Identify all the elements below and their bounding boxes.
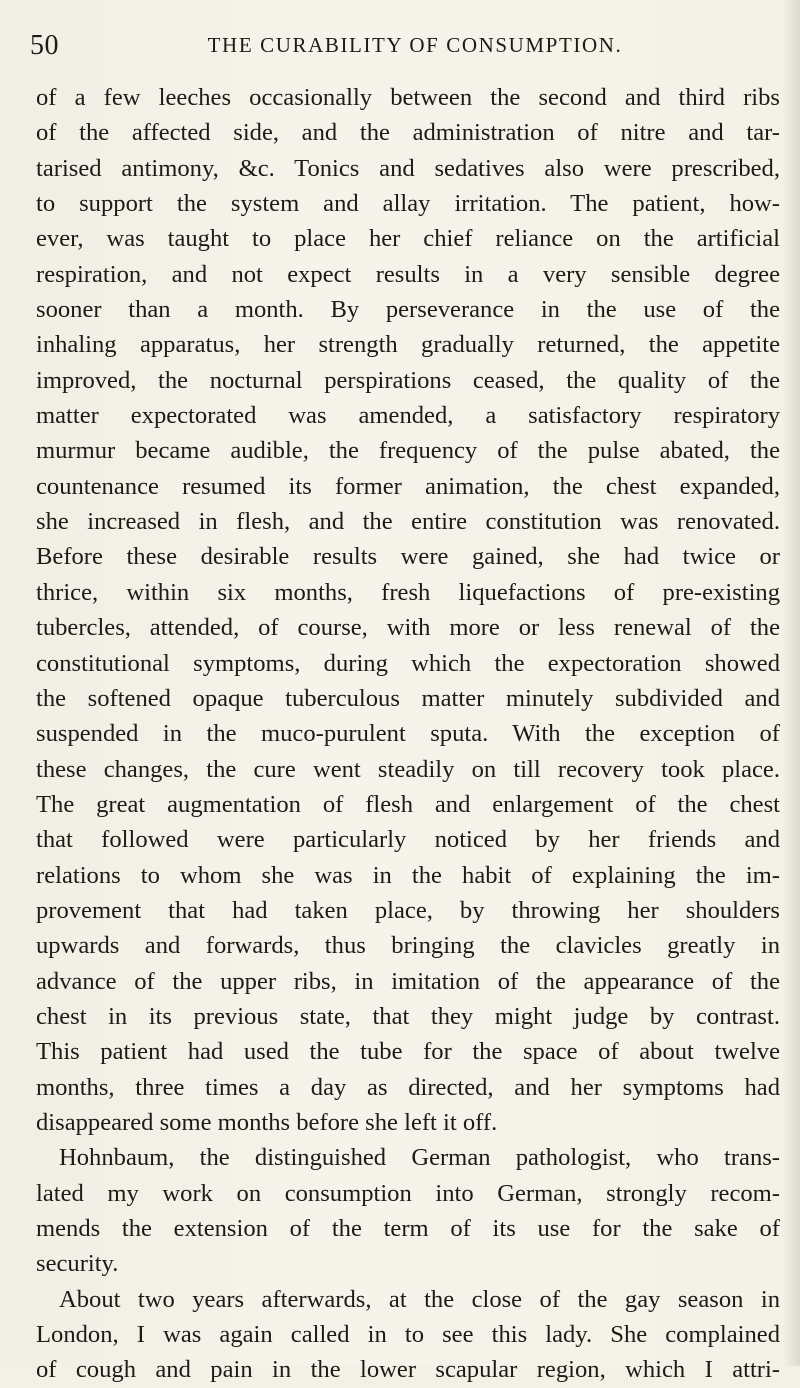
text-line: Before these desirable results were gained, she had twice or bbox=[36, 543, 780, 571]
text-line: upwards and forwards, thus bringing the clavicles greatly in bbox=[36, 932, 780, 960]
text-line: of the affected side, and the administration of nitre and tar- bbox=[36, 119, 780, 147]
text-line: countenance resumed its former animation, the chest expanded, bbox=[36, 472, 780, 500]
page-edge-shadow bbox=[782, 0, 800, 1366]
text-line: This patient had used the tube for the space of about twelve bbox=[36, 1038, 780, 1066]
running-title: THE CURABILITY OF CONSUMPTION. bbox=[207, 33, 623, 57]
text-line: advance of the upper ribs, in imitation of the appearance of the bbox=[36, 967, 780, 995]
text-line: About two years afterwards, at the close of the gay season in bbox=[59, 1285, 780, 1313]
text-line: provement that had taken place, by throwing her shoulders bbox=[36, 896, 780, 924]
text-line: relations to whom she was in the habit of explaining the im- bbox=[36, 861, 780, 889]
body-text bbox=[36, 80, 780, 1388]
text-line: sooner than a month. By perseverance in the use of the bbox=[36, 296, 780, 324]
text-line: matter expectorated was amended, a satisfactory respiratory bbox=[36, 402, 780, 430]
text-line: improved, the nocturnal perspirations ceased, the quality of the bbox=[36, 366, 780, 394]
text-line: these changes, the cure went steadily on till recovery took place. bbox=[36, 755, 780, 783]
text-line: of a few leeches occasionally between the second and third ribs bbox=[36, 84, 780, 111]
text-line: Hohnbaum, the distinguished German pathologist, who trans- bbox=[59, 1144, 780, 1172]
text-line: constitutional symptoms, during which the expectoration showed bbox=[36, 649, 780, 677]
text-line: inhaling apparatus, her strength gradually returned, the appetite bbox=[36, 331, 780, 359]
text-line: thrice, within six months, fresh liquefactions of pre-existing bbox=[36, 578, 780, 606]
text-line: suspended in the muco-purulent sputa. With the exception of bbox=[36, 720, 780, 748]
text-line: The great augmentation of flesh and enlargement of the chest bbox=[36, 790, 780, 818]
text-line: security. bbox=[36, 1250, 119, 1278]
text-line: London, I was again called in to see this lady. She complained bbox=[36, 1321, 780, 1349]
text-line: that followed were particularly noticed by her friends and bbox=[36, 826, 780, 854]
text-line: she increased in flesh, and the entire constitution was renovated. bbox=[36, 508, 780, 536]
text-line: murmur became audible, the frequency of the pulse abated, the bbox=[36, 437, 780, 465]
text-line: tarised antimony, &c. Tonics and sedatives also were prescribed, bbox=[36, 154, 780, 182]
text-line: to support the system and allay irritation. The patient, how- bbox=[36, 190, 780, 218]
text-line: the softened opaque tuberculous matter minutely subdivided and bbox=[36, 684, 780, 712]
text-line: of cough and pain in the lower scapular region, which I attri- bbox=[36, 1356, 780, 1384]
text-line: disappeared some months before she left it off. bbox=[36, 1108, 498, 1136]
page-number: 50 bbox=[30, 30, 59, 61]
text-line: tubercles, attended, of course, with more or less renewal of the bbox=[36, 614, 780, 642]
text-line: months, three times a day as directed, and her symptoms had bbox=[36, 1073, 780, 1101]
text-line: respiration, and not expect results in a very sensible degree bbox=[36, 260, 780, 288]
running-head bbox=[30, 30, 780, 64]
text-line: ever, was taught to place her chief reliance on the artificial bbox=[36, 225, 780, 253]
text-line: lated my work on consumption into German, strongly recom- bbox=[36, 1179, 780, 1207]
text-line: chest in its previous state, that they might judge by contrast. bbox=[36, 1002, 780, 1030]
text-line: mends the extension of the term of its use for the sake of bbox=[36, 1215, 780, 1242]
